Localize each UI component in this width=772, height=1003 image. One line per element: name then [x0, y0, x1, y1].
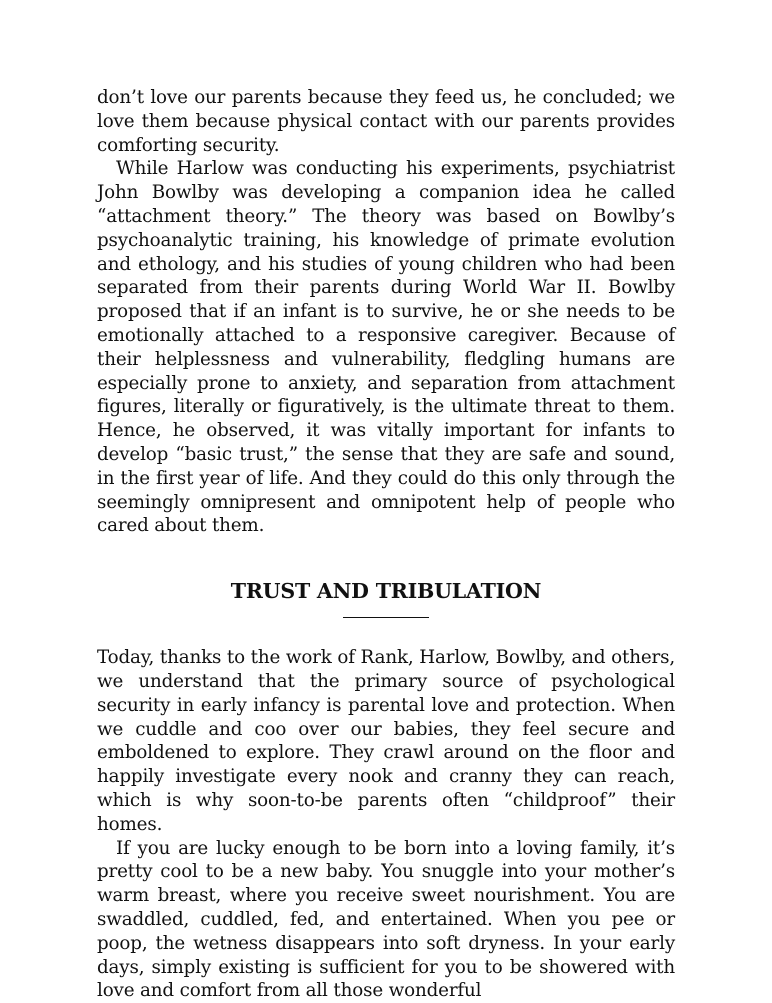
paragraph-parental-love: Today, thanks to the work of Rank, Harlow, Bowlby, and others, we understand that the primary source of psychological security in early infancy is parental love and protection. When we cuddle and coo over our babies, they feel secure and emboldened to explore. They crawl around on the floor and happily investigate every nook and cranny they can reach, which is why soon-to-be parents often “childproof” their homes. [97, 647, 675, 835]
section-heading: TRUST AND TRIBULATION [230, 579, 542, 604]
book-page [97, 86, 675, 1003]
paragraph-attachment-theory: While Harlow was conducting his experiments, psychiatrist John Bowlby was developing a companion idea he called “attachment theory.” The theory was based on Bowlby’s psychoanalytic training, his knowledge of primate evolution and ethology, and his studies of young children who had been separated from their parents during World War II. Bowlby proposed that if an infant is to survive, he or she needs to be emotionally attached to a responsive caregiver. Because of their helplessness and vulnerability, fledgling humans are especially prone to anxiety, and separation from attachment figures, literally or figuratively, is the ultimate threat to them. Hence, he observed, it was vitally important for infants to develop “basic trust,” the sense that they are safe and sound, in the first year of life. And they could do this only through the seemingly omnipresent and omnipotent help of people who cared about them. [97, 158, 675, 537]
paragraph-continuation: don’t love our parents because they feed us, he concluded; we love them because physical contact with our parents provides comforting security. [97, 87, 675, 156]
paragraph-new-baby: If you are lucky enough to be born into a loving family, it’s pretty cool to be a new baby. You snuggle into your mother’s warm breast, where you receive sweet nourishment. You are swaddled, cuddled, fed, and entertained. When you pee or poop, the wetness disappears into soft dryness. In your early days, simply existing is sufficient for you to be showered with love and comfort from all those wonderful [97, 837, 675, 1002]
section-spacer-bottom [97, 618, 675, 646]
section-spacer-top [97, 538, 675, 578]
